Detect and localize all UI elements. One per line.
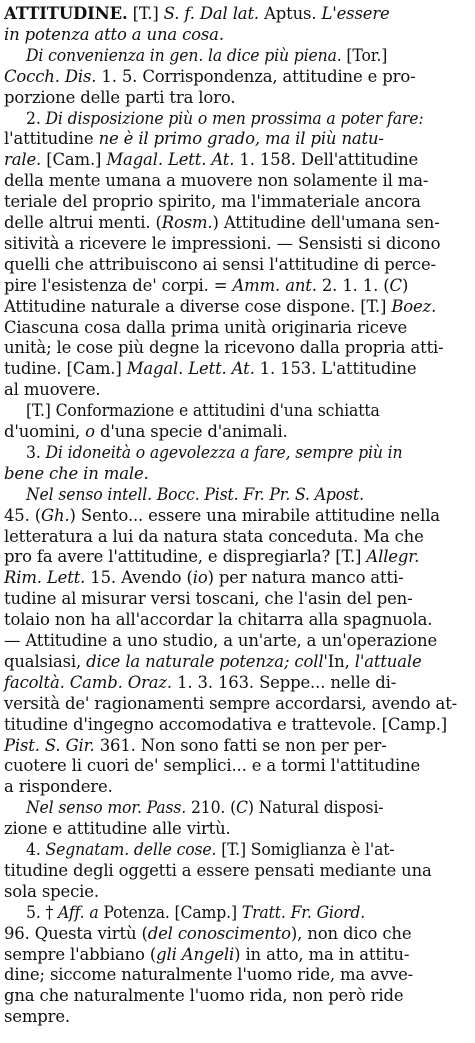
- italic-text: dice la naturale potenza; coll': [86, 650, 328, 671]
- entry-text: — Attitudine a uno studio, a un'arte, a un'operazione: [4, 630, 438, 650]
- italic-text: Tratt. Fr. Giord.: [241, 901, 366, 922]
- entry-text: della mente umana a muovere non solamente il ma-: [4, 170, 429, 191]
- entry-text: 4.: [26, 839, 46, 859]
- entry-line: [4, 336, 469, 359]
- italic-text: facoltà. Camb. Oraz.: [4, 671, 173, 692]
- entry-line: [4, 922, 469, 945]
- entry-line: [4, 462, 469, 485]
- italic-text: gli Angeli: [156, 943, 235, 964]
- entry-line: [4, 378, 469, 401]
- entry-line: [4, 963, 469, 986]
- entry-text: Aptus.: [258, 3, 322, 23]
- entry-line: [4, 127, 469, 150]
- entry-line: [4, 692, 469, 715]
- entry-line: [4, 504, 469, 527]
- entry-text: versità de' ragionamenti sempre accordarsi, avendo at-: [4, 692, 458, 713]
- italic-text: Aff. a: [58, 901, 99, 922]
- entry-line: [4, 1005, 469, 1028]
- entry-text: 2. 1. 1. (: [316, 274, 390, 295]
- entry-line: [4, 984, 469, 1007]
- entry-text: 45. (: [4, 504, 42, 525]
- entry-text: ) Natural disposi-: [247, 797, 384, 818]
- entry-line: [4, 775, 469, 798]
- italic-text: Di convenienza in gen. la dice più piena.: [26, 44, 342, 65]
- entry-text: sempre.: [4, 1006, 71, 1027]
- entry-text: d'uomini,: [4, 421, 86, 441]
- entry-text: pro fa avere l'attitudine, e dispregiarla? [T.]: [4, 546, 367, 567]
- entry-text: sitività a ricevere le impressioni. — Sensisti si dicono: [4, 232, 441, 253]
- entry-text: 1. 158. Dell'attitudine: [234, 149, 419, 170]
- entry-text: Potenza. [Camp.]: [98, 901, 242, 922]
- entry-text: d'una specie d'animali.: [94, 421, 288, 441]
- entry-line: [4, 566, 469, 589]
- entry-text: [T.]: [127, 3, 164, 23]
- entry-text: titudine degli oggetti a essere pensati mediante una: [4, 859, 432, 880]
- entry-line: [4, 608, 469, 631]
- entry-line: [4, 274, 469, 297]
- italic-text: Rim. Lett.: [4, 567, 86, 588]
- entry-text: unità; le cose più degne la ricevono dalla propria atti-: [4, 337, 444, 358]
- entry-text: ) Attitudine dell'umana sen-: [212, 212, 440, 232]
- italic-text: io: [192, 567, 208, 588]
- entry-line: [4, 859, 469, 882]
- entry-line: [4, 545, 469, 568]
- entry-line: [26, 441, 469, 464]
- entry-line: [4, 754, 469, 777]
- entry-text: tudine. [Cam.]: [4, 358, 127, 379]
- entry-line: [4, 190, 469, 213]
- italic-text: Di disposizione più o men prossima a poter fare:: [45, 107, 424, 128]
- entry-text: [Cam.]: [41, 149, 107, 170]
- entry-line: [4, 23, 469, 46]
- entry-text: quelli che attribuiscono ai sensi l'attitudine di perce-: [4, 253, 436, 274]
- italic-text: Di idoneità o agevolezza a fare, sempre più in: [45, 441, 403, 462]
- entry-line: [4, 420, 469, 443]
- entry-text: 1. 153. L'attitudine: [254, 358, 417, 379]
- entry-line: [26, 901, 469, 924]
- entry-text: dine; siccome naturalmente l'uomo ride, ma avve-: [4, 964, 414, 985]
- italic-text: Allegr.: [366, 546, 420, 567]
- italic-text: in potenza atto a una cosa.: [4, 23, 224, 44]
- italic-text: C: [236, 797, 248, 818]
- entry-text: Ciascuna cosa dalla prima unità originaria riceve: [4, 316, 408, 337]
- entry-text: tudine al misurar versi toscani, che l'asin del pen-: [4, 588, 413, 609]
- entry-text: delle altrui menti. (: [4, 212, 162, 232]
- entry-text: [Tor.]: [341, 44, 388, 65]
- entry-line: [4, 169, 469, 192]
- italic-text: o: [85, 421, 95, 441]
- entry-text: 210. (: [186, 797, 237, 818]
- entry-text: ): [401, 274, 409, 295]
- entry-text: 1. 3. 163. Seppe... nelle di-: [172, 671, 397, 692]
- entry-text: pire l'esistenza de' corpi. =: [4, 274, 233, 295]
- italic-text: l'attuale: [354, 650, 422, 671]
- entry-text: In,: [327, 650, 355, 671]
- entry-line: [4, 86, 469, 109]
- entry-line: [4, 148, 469, 171]
- italic-text: Amm. ant.: [232, 274, 317, 295]
- entry-text: ) Sento... essere una mirabile attitudine nella: [69, 504, 440, 525]
- entry-line: [4, 734, 469, 757]
- entry-text: zione e attitudine alle virtù.: [4, 818, 231, 839]
- entry-text: 15. Avendo (: [85, 567, 193, 588]
- entry-text: tolaio non ha all'accordar la chitarra alla spagnuola.: [4, 609, 433, 630]
- entry-line: [4, 943, 469, 966]
- entry-line: [4, 253, 469, 276]
- entry-text: ), non dico che: [290, 922, 412, 943]
- entry-text: 361. Non sono fatti se non per per-: [94, 734, 387, 755]
- italic-text: S. f. Dal lat.: [163, 3, 259, 23]
- entry-text: teriale del proprio spirito, ma l'immateriale ancora: [4, 191, 421, 212]
- entry-text: qualsiasi,: [4, 650, 87, 671]
- entry-line: [4, 817, 469, 840]
- entry-line: [26, 399, 469, 422]
- entry-text: al muovere.: [4, 379, 101, 400]
- entry-line: [4, 65, 469, 88]
- entry-line: [4, 2, 469, 25]
- entry-text: ) in atto, ma in attitu-: [234, 943, 410, 964]
- italic-text: Segnatam. delle cose.: [45, 839, 217, 859]
- entry-line: [4, 880, 469, 903]
- italic-text: Pist. S. Gir.: [4, 734, 95, 755]
- entry-line: [4, 211, 469, 234]
- italic-text: Rosm.: [161, 212, 213, 232]
- entry-text: Attitudine naturale a diverse cose dispone. [T.]: [4, 295, 392, 316]
- entry-text: a rispondere.: [4, 776, 113, 797]
- entry-line: [4, 525, 469, 548]
- entry-text: 5. †: [26, 901, 59, 922]
- entry-text: 96. Questa virtù (: [4, 922, 148, 943]
- italic-text: del conoscimento: [147, 922, 291, 943]
- headword: ATTITUDINE.: [4, 3, 128, 23]
- entry-text: sola specie.: [4, 880, 99, 901]
- entry-text: sempre l'abbiano (: [4, 943, 157, 964]
- italic-text: bene che in male.: [4, 462, 149, 483]
- entry-text: l'attitudine: [4, 128, 99, 149]
- entry-text: titudine d'ingegno accomodativa e trattevole. [Camp.]: [4, 713, 448, 734]
- italic-text: L'essere: [321, 3, 390, 23]
- entry-line: [4, 232, 469, 255]
- entry-line: [4, 587, 469, 610]
- entry-line: [26, 44, 469, 67]
- entry-text: [T.] Conformazione e attitudini d'una schiatta: [26, 400, 380, 421]
- italic-text: Magal. Lett. At.: [126, 358, 255, 379]
- entry-text: ) per natura manco atti-: [207, 567, 404, 588]
- entry-text: 3.: [26, 441, 46, 462]
- entry-line: [4, 650, 469, 673]
- entry-text: letteratura a lui da natura stata conceduta. Ma che: [4, 525, 424, 546]
- entry-line: [26, 796, 469, 819]
- entry-line: [4, 671, 469, 694]
- entry-line: [4, 295, 469, 318]
- entry-line: [4, 357, 469, 380]
- entry-text: [T.] Somiglianza è l'at-: [216, 839, 395, 859]
- italic-text: Boez.: [391, 295, 437, 316]
- entry-line: [4, 713, 469, 736]
- entry-line: [4, 316, 469, 339]
- italic-text: Nel senso intell. Bocc. Pist. Fr. Pr. S. Apost.: [26, 483, 364, 504]
- entry-line: [4, 629, 469, 652]
- italic-text: C: [389, 274, 402, 295]
- italic-text: Cocch. Dis.: [4, 65, 97, 86]
- italic-text: Gh.: [41, 504, 70, 525]
- entry-text: gna che naturalmente l'uomo rida, non però ride: [4, 985, 404, 1006]
- italic-text: Magal. Lett. At.: [106, 149, 235, 170]
- entry-text: porzione delle parti tra loro.: [4, 86, 236, 107]
- entry-line: [26, 483, 469, 506]
- entry-line: [26, 107, 469, 130]
- italic-text: Nel senso mor. Pass.: [26, 797, 187, 818]
- entry-text: cuotere li cuori de' semplici... e a tormi l'attitudine: [4, 755, 421, 776]
- entry-line: [26, 838, 469, 861]
- italic-text: rale.: [4, 149, 42, 170]
- entry-text: 1. 5. Corrispondenza, attitudine e pro-: [96, 65, 416, 86]
- italic-text: ne è il primo grado, ma il più natu-: [98, 128, 384, 149]
- entry-text: 2.: [26, 107, 46, 128]
